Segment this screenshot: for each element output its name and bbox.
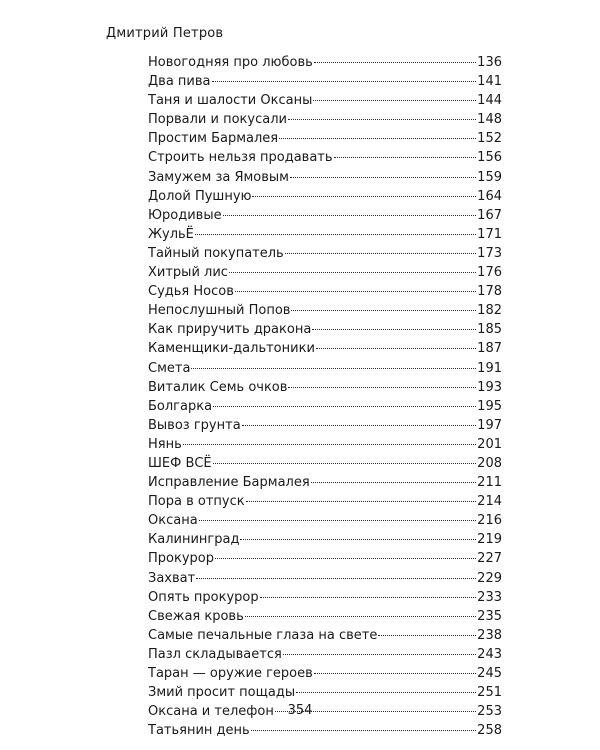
toc-dot-leader	[316, 348, 476, 349]
table-of-contents	[148, 53, 502, 740]
toc-entry-page-number: 136	[477, 55, 502, 70]
toc-entry	[148, 664, 502, 683]
toc-dot-leader	[288, 119, 476, 120]
toc-entry-page-number: 182	[477, 303, 502, 319]
toc-entry	[148, 549, 502, 568]
toc-entry-page-number: 176	[477, 265, 502, 281]
toc-entry-page-number: 187	[477, 341, 502, 357]
toc-entry	[148, 607, 502, 626]
toc-dot-leader	[246, 501, 477, 502]
toc-entry	[148, 397, 502, 416]
toc-entry-title: Тайный покупатель	[148, 245, 284, 261]
toc-entry-title: Татьянин день	[148, 723, 250, 739]
toc-entry	[148, 530, 502, 549]
toc-dot-leader	[312, 329, 476, 330]
toc-entry-title: Судья Носов	[148, 284, 234, 300]
toc-entry	[148, 320, 502, 339]
toc-dot-leader	[212, 81, 477, 82]
toc-entry-page-number: 167	[477, 207, 502, 223]
toc-entry-page-number: 238	[477, 627, 502, 643]
toc-entry-page-number: 211	[477, 475, 502, 491]
toc-dot-leader	[260, 597, 477, 598]
toc-dot-leader	[195, 234, 476, 235]
toc-entry-title: Юродивые	[148, 207, 222, 223]
toc-entry-page-number: 258	[477, 723, 502, 739]
toc-entry	[148, 282, 502, 301]
toc-dot-leader	[240, 539, 476, 540]
toc-entry-title: ЖульЁ	[148, 226, 194, 242]
toc-entry	[148, 339, 502, 358]
toc-entry	[148, 72, 502, 91]
toc-entry-title: Простим Бармалея	[148, 131, 279, 147]
toc-entry-title: Смета	[148, 360, 191, 376]
toc-dot-leader	[290, 177, 476, 178]
toc-entry-title: Как приручить дракона	[148, 322, 312, 338]
toc-entry-title: Пазл складывается	[148, 646, 282, 662]
toc-entry	[148, 416, 502, 435]
toc-entry-title: Замужем за Ямовым	[148, 169, 289, 185]
toc-dot-leader	[311, 482, 476, 483]
toc-entry	[148, 263, 502, 282]
toc-entry-page-number: 219	[477, 532, 502, 548]
toc-dot-leader	[215, 558, 476, 559]
toc-entry-title: Порвали и покусали	[148, 112, 287, 128]
toc-dot-leader	[291, 310, 476, 311]
toc-entry-title: Долой Пушную	[148, 188, 252, 204]
toc-entry-title: Исправление Бармалея	[148, 475, 310, 491]
toc-dot-leader	[199, 520, 477, 521]
toc-entry-title: Пора в отпуск	[148, 494, 245, 510]
toc-entry-page-number: 243	[477, 646, 502, 662]
toc-entry	[148, 225, 502, 244]
toc-entry	[148, 435, 502, 454]
toc-entry	[148, 473, 502, 492]
toc-entry	[148, 588, 502, 607]
toc-entry	[148, 206, 502, 225]
toc-entry-title: Нянь	[148, 436, 182, 452]
toc-entry-page-number: 197	[477, 417, 502, 433]
toc-entry-page-number: 144	[477, 93, 502, 109]
toc-entry	[148, 511, 502, 530]
toc-entry	[148, 110, 502, 129]
toc-entry	[148, 53, 502, 72]
toc-entry-title: Виталик Семь очков	[148, 379, 288, 395]
toc-entry-page-number: 216	[477, 513, 502, 529]
toc-entry	[148, 569, 502, 588]
toc-entry-page-number: 193	[477, 379, 502, 395]
toc-entry-page-number: 185	[477, 322, 502, 338]
toc-entry-title: Каменщики-дальтоники	[148, 341, 315, 357]
toc-entry-title: Змий просит пощады	[148, 685, 296, 701]
toc-dot-leader	[285, 253, 476, 254]
toc-entry-page-number: 245	[477, 666, 502, 681]
toc-entry-page-number: 227	[477, 551, 502, 567]
toc-entry	[148, 91, 502, 110]
toc-dot-leader	[378, 635, 476, 636]
toc-entry-page-number: 233	[477, 589, 502, 605]
toc-dot-leader	[183, 444, 476, 445]
toc-dot-leader	[223, 215, 477, 216]
toc-dot-leader	[334, 157, 477, 158]
toc-entry-page-number: 208	[477, 455, 502, 471]
running-header-author: Дмитрий Петров	[106, 26, 224, 41]
toc-entry-page-number: 191	[477, 360, 502, 376]
toc-entry-page-number: 195	[477, 398, 502, 414]
toc-entry	[148, 683, 502, 702]
toc-dot-leader	[242, 425, 477, 426]
toc-dot-leader	[314, 62, 476, 63]
toc-entry-title: Самые печальные глаза на свете	[148, 627, 378, 643]
toc-entry-title: Таня и шалости Оксаны	[148, 93, 313, 109]
toc-entry	[148, 721, 502, 740]
toc-entry-page-number: 251	[477, 685, 502, 701]
toc-dot-leader	[235, 291, 476, 292]
toc-entry-title: Вывоз грунта	[148, 417, 241, 433]
toc-entry-page-number: 214	[477, 494, 502, 510]
toc-entry-page-number: 156	[477, 150, 502, 166]
toc-entry	[148, 626, 502, 645]
toc-entry-title: Новогодняя про любовь	[148, 55, 313, 70]
toc-entry-title: Оксана и телефон	[148, 704, 274, 720]
toc-entry	[148, 129, 502, 148]
toc-entry-title: Строить нельзя продавать	[148, 150, 333, 166]
toc-dot-leader	[283, 654, 476, 655]
toc-dot-leader	[191, 368, 476, 369]
toc-entry-page-number: 178	[477, 284, 502, 300]
toc-entry	[148, 378, 502, 397]
toc-entry-title: Таран — оружие героев	[148, 666, 313, 681]
toc-dot-leader	[229, 272, 476, 273]
toc-entry-title: Прокурор	[148, 551, 214, 567]
toc-entry-page-number: 148	[477, 112, 502, 128]
toc-entry	[148, 301, 502, 320]
toc-entry-page-number: 171	[477, 226, 502, 242]
toc-entry-title: Болгарка	[148, 398, 213, 414]
toc-entry	[148, 244, 502, 263]
toc-entry	[148, 168, 502, 187]
toc-entry-title: Непослушный Попов	[148, 303, 291, 319]
toc-entry-title: Опять прокурор	[148, 589, 259, 605]
toc-dot-leader	[251, 730, 476, 731]
toc-dot-leader	[213, 463, 477, 464]
toc-entry	[148, 454, 502, 473]
toc-entry-title: Хитрый лис	[148, 265, 228, 281]
toc-entry-page-number: 201	[477, 436, 502, 452]
toc-entry	[148, 187, 502, 206]
toc-dot-leader	[313, 100, 476, 101]
toc-dot-leader	[279, 138, 476, 139]
toc-entry-page-number: 235	[477, 608, 502, 624]
toc-entry-page-number: 159	[477, 169, 502, 185]
toc-entry-title: Калининград	[148, 532, 240, 548]
toc-entry-page-number: 229	[477, 570, 502, 586]
toc-entry	[148, 492, 502, 511]
toc-entry-title: Свежая кровь	[148, 608, 244, 624]
toc-dot-leader	[252, 196, 476, 197]
toc-entry-title: ШЕФ ВСЁ	[148, 455, 212, 471]
toc-dot-leader	[245, 616, 476, 617]
toc-entry-title: Оксана	[148, 513, 198, 529]
toc-entry	[148, 359, 502, 378]
toc-dot-leader	[196, 578, 476, 579]
toc-entry-page-number: 173	[477, 245, 502, 261]
toc-dot-leader	[314, 673, 476, 674]
toc-dot-leader	[296, 692, 476, 693]
toc-entry-title: Два пива	[148, 74, 211, 90]
toc-entry-page-number: 253	[477, 704, 502, 720]
toc-dot-leader	[288, 387, 476, 388]
toc-dot-leader	[213, 406, 476, 407]
toc-entry-page-number: 152	[477, 131, 502, 147]
toc-entry	[148, 645, 502, 664]
toc-entry-title: Захват	[148, 570, 196, 586]
toc-entry-page-number: 164	[477, 188, 502, 204]
toc-entry-page-number: 141	[477, 74, 502, 90]
page-number: 354	[287, 703, 313, 718]
toc-entry	[148, 148, 502, 167]
